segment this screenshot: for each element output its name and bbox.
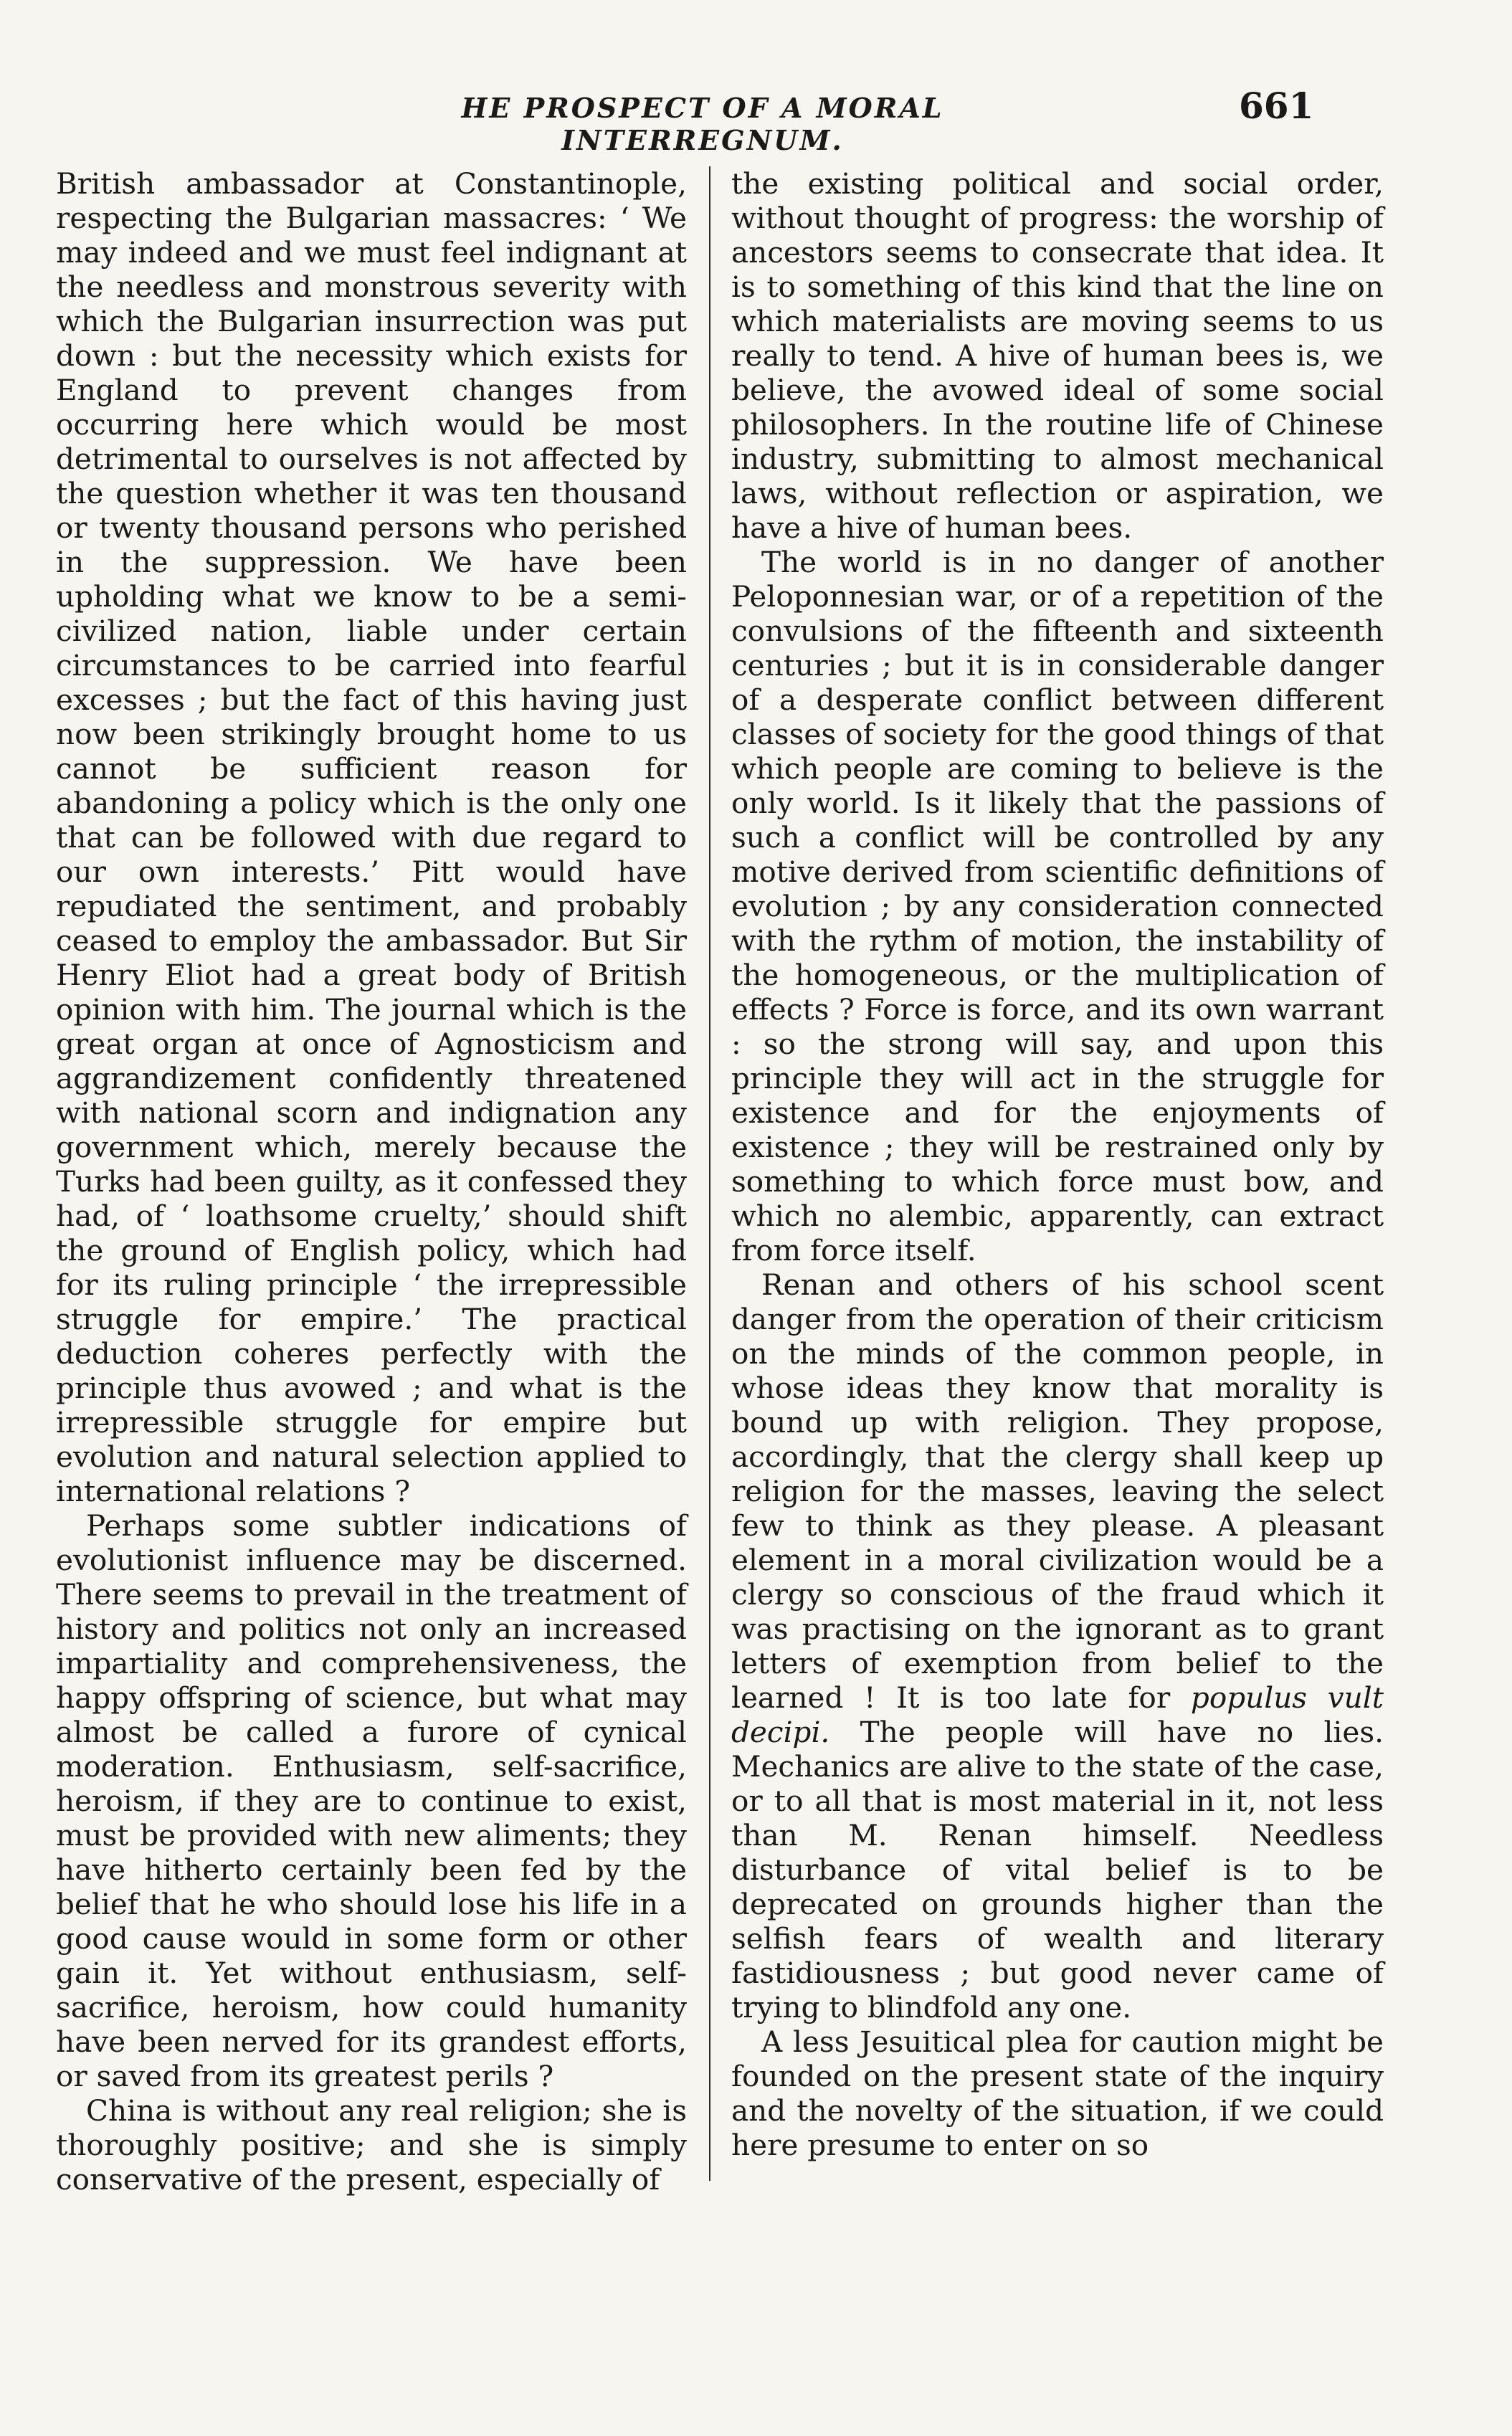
paragraph-text: Renan and others of his school scent danger from the operation of their criticism on the minds of the common people, in whose ideas they know that morality is bound up with religion. They propose, accordingly, that the clergy shall keep up religion for the masses, leaving the select few to think as they please. A pleasant element in a moral civilization would be a clergy so conscious of the fraud which it was practising on the ignorant as to grant letters of exemption from belief to the learned ! It is too late for [731,1267,1384,1715]
paragraph: the existing political and social order, without thought of progress: the worship of ancestors seems to consecrate that idea. It is to something of this kind that the line on which materialists are moving seems to us really to tend. A hive of human bees is, we believe, the avowed ideal of some social philosophers. In the routine life of Chinese industry, submitting to almost mechanical laws, without reflection or aspiration, we have a hive of human bees. [731,166,1384,545]
running-title: HE PROSPECT OF A MORAL INTERREGNUM. [461,92,944,156]
paragraph: British ambassador at Constantinople, respecting the Bulgarian massacres: ‘ We may indeed and we must feel indignant at the needless and monstrous severity with which the Bulgarian insurrection was put down : but the necessity which exists for England to prevent changes from occurring here which would be most detrimental to ourselves is not affected by the question whether it was ten thousand or twenty thousand persons who perished in the suppression. We have been upholding what we know to be a semi-civilized nation, liable under certain circumstances to be carried into fearful excesses ; but the fact of this having just now been strikingly brought home to us cannot be sufficient reason for abandoning a policy which is the only one that can be followed with due regard to our own interests.’ Pitt would have repudiated the sentiment, and probably ceased to employ the ambassador. But Sir Henry Eliot had a great body of British opinion with him. The journal which is the great organ at once of Agnosticism and aggrandizement confidently threatened with national scorn and indignation any government which, merely because the Turks had been guilty, as it confessed they had, of ‘ loathsome cruelty,’ should shift the ground of English policy, which had for its ruling principle ‘ the irrepressible struggle for empire.’ The practical deduction coheres perfectly with the principle thus avowed ; and what is the irrepressible struggle for empire but evolution and natural selection applied to international relations ? [56,166,687,1508]
paragraph [731,1267,1384,2025]
latin-phrase: populus vult decipi. [731,1680,1384,1749]
paragraph: A less Jesuitical plea for caution might be founded on the present state of the inquiry and the novelty of the situation, if we could here presume to enter on so [731,2025,1384,2162]
page-number: 661 [1239,85,1314,127]
paragraph-text: The people will have no lies. Mechanics are alive to the state of the case, or to all that is most material in it, not less than M. Renan himself. Needless disturbance of vital belief is to be deprecated on grounds higher than the selfish fears of wealth and literary fastidiousness ; but good never came of trying to blindfold any one. [731,1715,1384,2025]
paragraph: Perhaps some subtler indications of evolutionist influence may be discerned. There seems to prevail in the treatment of history and politics not only an increased impartiality and comprehensiveness, the happy offspring of science, but what may almost be called a furore of cynical moderation. Enthusiasm, self-sacrifice, heroism, if they are to continue to exist, must be provided with new aliments; they have hitherto certainly been fed by the belief that he who should lose his life in a good cause would in some form or other gain it. Yet without enthusiasm, self-sacrifice, heroism, how could humanity have been nerved for its grandest efforts, or saved from its greatest perils ? [56,1508,687,2093]
right-column [731,166,1384,2162]
paragraph: The world is in no danger of another Peloponnesian war, or of a repetition of the convulsions of the fifteenth and sixteenth centuries ; but it is in considerable danger of a desperate conflict between different classes of society for the good things of that which people are coming to believe is the only world. Is it likely that the passions of such a conflict will be controlled by any motive derived from scientific definitions of evolution ; by any consideration connected with the rythm of motion, the instability of the homogeneous, or the multiplication of effects ? Force is force, and its own warrant : so the strong will say, and upon this principle they will act in the struggle for existence and for the enjoyments of existence ; they will be restrained only by something to which force must bow, and which no alembic, apparently, can extract from force itself. [731,545,1384,1267]
column-divider [709,166,710,2181]
paragraph: China is without any real religion; she is thoroughly positive; and she is simply conservative of the present, especially of [56,2093,687,2197]
left-column [56,166,687,2197]
